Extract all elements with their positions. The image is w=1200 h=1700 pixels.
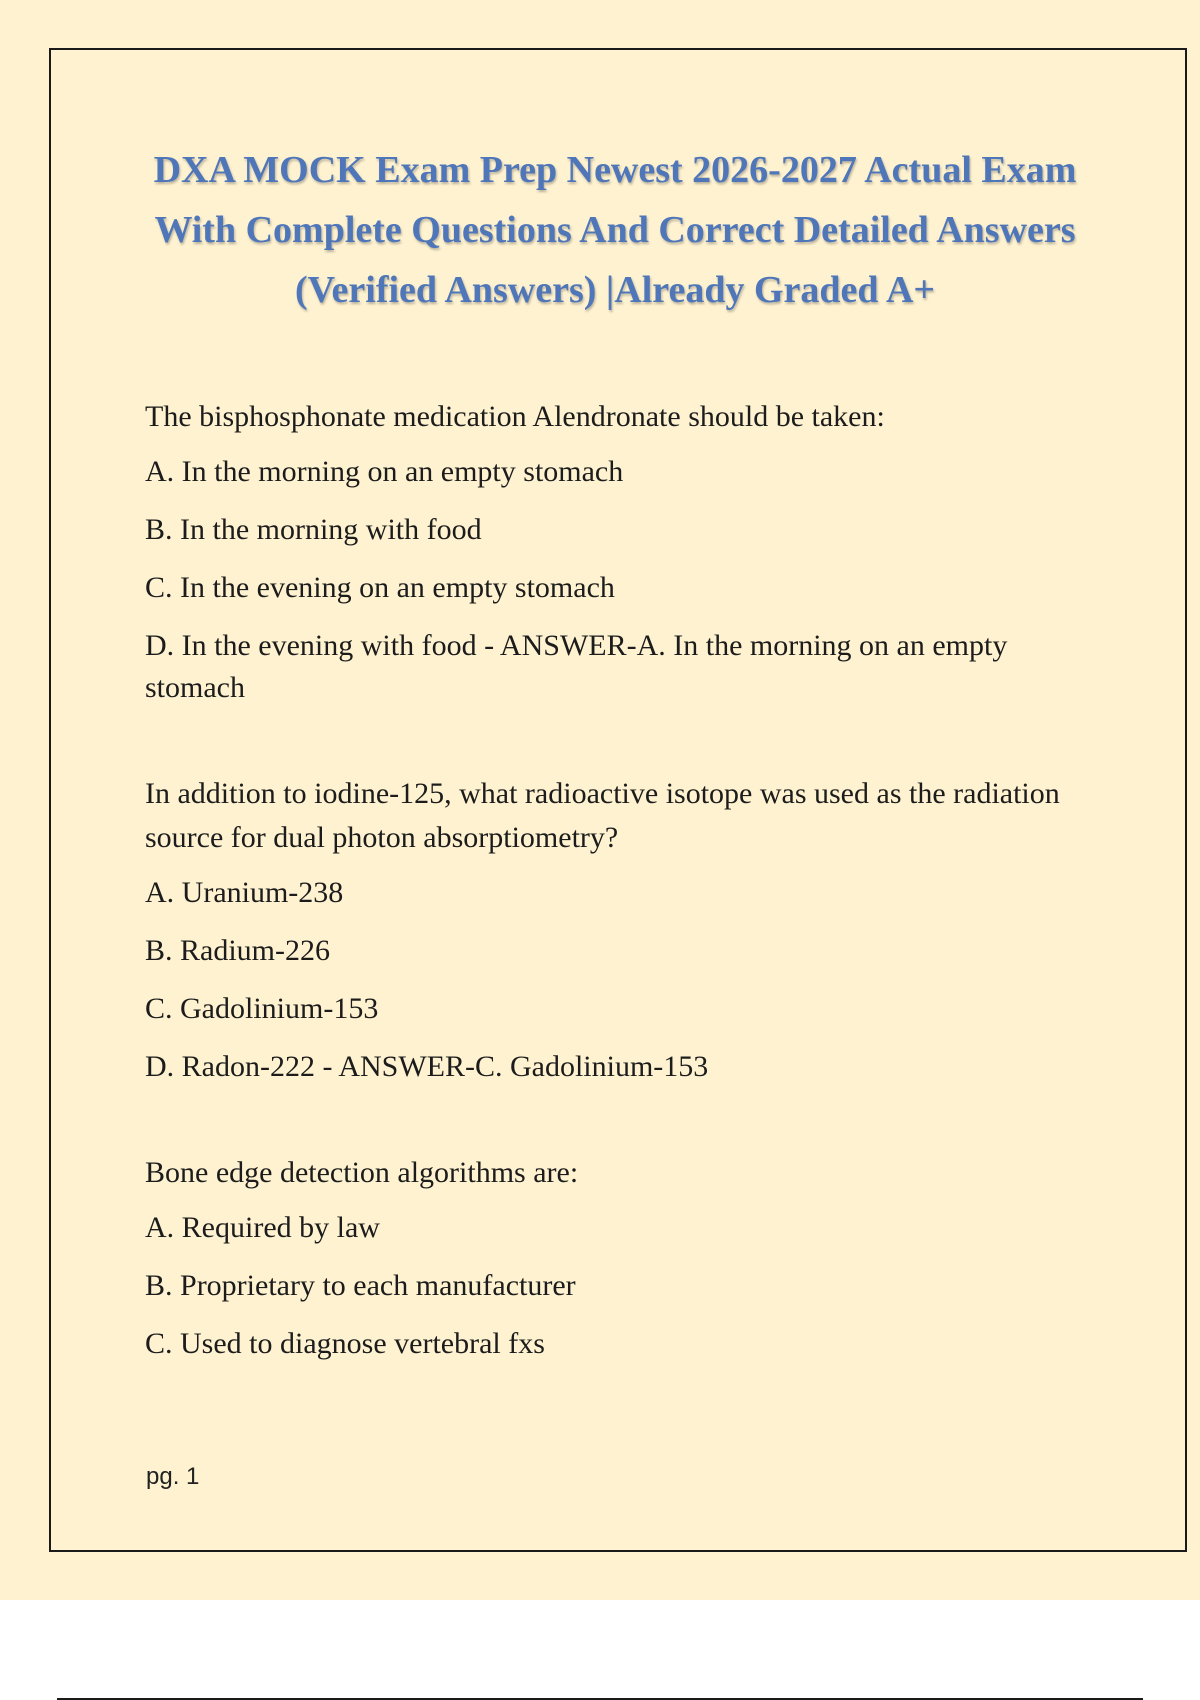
question-3-option-a: A. Required by law xyxy=(145,1211,380,1244)
question-2-option-b: B. Radium-226 xyxy=(145,934,330,967)
question-2-option-c: C. Gadolinium-153 xyxy=(145,992,379,1025)
question-1 xyxy=(145,395,1105,709)
question-2-option-a: A. Uranium-238 xyxy=(145,876,344,909)
question-3 xyxy=(145,1151,1105,1365)
document-title: DXA MOCK Exam Prep Newest 2026-2027 Actual Exam With Complete Questions And Correct Detailed Answers (Verified Answers) |Already Graded A+ xyxy=(153,149,1077,311)
question-1-prompt: The bisphosphonate medication Alendronate should be taken: xyxy=(145,400,885,433)
question-2 xyxy=(145,772,1105,1088)
questions-content xyxy=(145,395,1105,1365)
question-2-prompt: In addition to iodine-125, what radioactive isotope was used as the radiation source for dual photon absorptiometry? xyxy=(145,777,1060,854)
question-2-option-d-answer: D. Radon-222 - ANSWER-C. Gadolinium-153 xyxy=(145,1050,709,1083)
page-number: pg. 1 xyxy=(146,1463,200,1490)
question-1-option-a: A. In the morning on an empty stomach xyxy=(145,455,624,488)
question-3-option-c: C. Used to diagnose vertebral fxs xyxy=(145,1327,545,1360)
question-3-prompt: Bone edge detection algorithms are: xyxy=(145,1156,579,1189)
question-1-option-d-answer: D. In the evening with food - ANSWER-A. In the morning on an empty stomach xyxy=(145,629,1008,704)
question-1-option-b: B. In the morning with food xyxy=(145,513,482,546)
question-1-option-c: C. In the evening on an empty stomach xyxy=(145,571,615,604)
question-3-option-b: B. Proprietary to each manufacturer xyxy=(145,1269,576,1302)
